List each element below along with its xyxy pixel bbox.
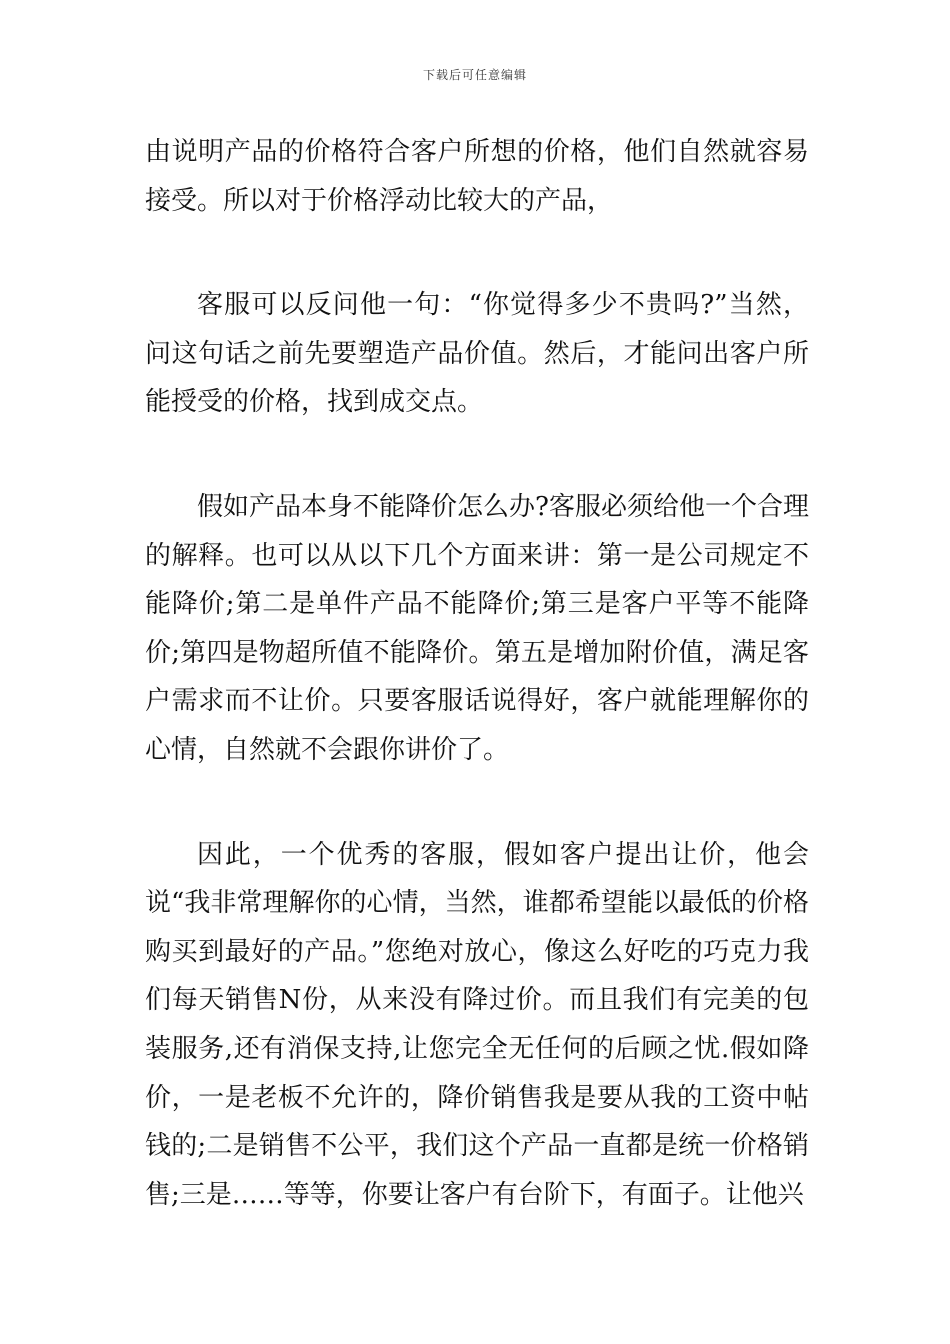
paragraph-1: 由说明产品的价格符合客户所想的价格，他们自然就容易接受。所以对于价格浮动比较大的产品，	[145, 137, 809, 216]
paragraph-4: 因此，一个优秀的客服，假如客户提出让价，他会说“我非常理解你的心情，当然，谁都希望能以最低的价格购买到最好的产品。”您绝对放心，像这么好吃的巧克力我们每天销售N份，从来没有降过价。而且我们有完美的包装服务,还有消保支持,让您完全无任何的后顾之忧.假如降价，一是老板不允许的，降价销售我是要从我的工资中帖钱的;二是销售不公平，我们这个产品一直都是统一价格销售;三是……等等，你要让客户有台阶下，有面子。让他兴	[145, 839, 809, 1210]
paragraph-2: 客服可以反问他一句：“你觉得多少不贵吗?”当然，问这句话之前先要塑造产品价值。然后，才能问出客户所能授受的价格，找到成交点。	[145, 290, 809, 418]
page-header: 下载后可任意编辑	[422, 68, 527, 82]
paragraph-3: 假如产品本身不能降价怎么办?客服必须给他一个合理的解释。也可以从以下几个方面来讲：第一是公司规定不能降价;第二是单件产品不能降价;第三是客户平等不能降价;第四是物超所值不能降价。第五是增加附价值，满足客户需求而不让价。只要客服话说得好，客户就能理解你的心情，自然就不会跟你讲价了。	[145, 491, 809, 765]
document-body	[145, 128, 809, 1219]
